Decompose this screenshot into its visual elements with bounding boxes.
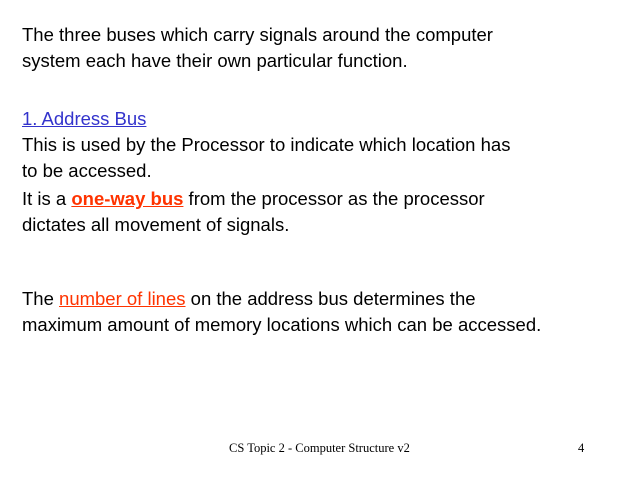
address-bus-section xyxy=(22,106,510,184)
one-way-bus-emphasis[interactable]: one-way bus xyxy=(71,188,184,209)
number-of-lines-link[interactable]: number of lines xyxy=(59,288,186,309)
lines-note-line-1 xyxy=(22,286,541,312)
one-way-line-1 xyxy=(22,186,485,212)
one-way-line-2: dictates all movement of signals. xyxy=(22,214,290,235)
lines-note-suffix: on the address bus determines the xyxy=(185,288,476,309)
intro-line-2: system each have their own particular function. xyxy=(22,50,408,71)
address-bus-heading[interactable]: 1. Address Bus xyxy=(22,108,147,129)
one-way-paragraph xyxy=(22,186,485,238)
footer-title: CS Topic 2 - Computer Structure v2 xyxy=(229,441,410,455)
address-bus-desc-line-1: This is used by the Processor to indicate which location has xyxy=(22,134,511,155)
intro-paragraph xyxy=(22,22,493,74)
page-number: 4 xyxy=(578,441,585,455)
lines-note-paragraph xyxy=(22,286,541,338)
one-way-suffix: from the processor as the processor xyxy=(183,188,485,209)
lines-note-prefix: The xyxy=(22,288,60,309)
intro-line-1: The three buses which carry signals around the computer xyxy=(22,24,493,45)
one-way-prefix: It is a xyxy=(22,188,72,209)
lines-note-line-2: maximum amount of memory locations which can be accessed. xyxy=(22,314,542,335)
address-bus-desc-line-2: to be accessed. xyxy=(22,160,152,181)
